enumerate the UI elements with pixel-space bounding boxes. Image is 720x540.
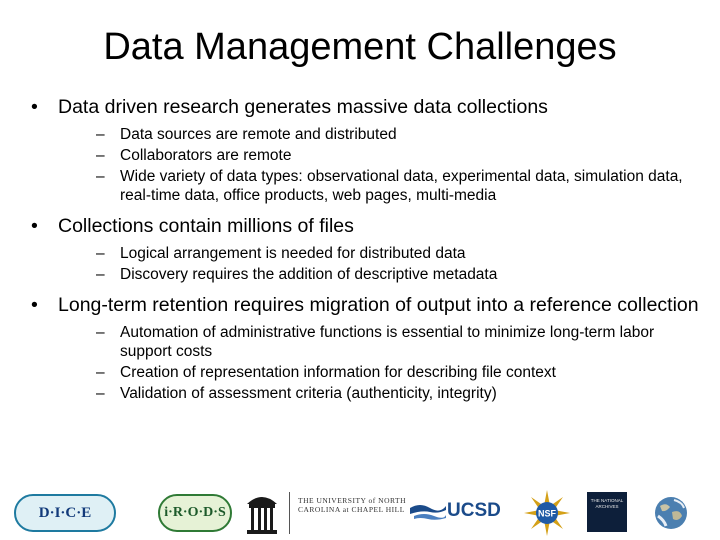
bullet-marker: • [31,96,38,118]
bullet-text: Long-term retention requires migration of output into a reference collection [58,294,699,316]
national-archives-logo [587,492,627,532]
ucsd-wordmark: UCSD [447,500,501,521]
slide-title: Data Management Challenges [103,26,617,68]
sub-list [58,125,700,205]
sub-list [58,323,700,403]
logo-strip [0,486,720,540]
sub-list [58,244,700,284]
sub-text: Logical arrangement is needed for distributed data [120,245,466,262]
sub-marker: – [96,266,105,283]
unc-wordmark: THE UNIVERSITY of NORTH CAROLINA at CHAPEL HILL [298,496,407,514]
bullet-text: Data driven research generates massive data collections [58,96,548,118]
bullet-item [28,96,700,205]
sub-item [88,265,700,284]
sub-text: Collaborators are remote [120,147,292,164]
sub-text: Data sources are remote and distributed [120,126,397,143]
sub-marker: – [96,168,105,185]
sub-item [88,323,700,361]
sub-text: Creation of representation information for describing file context [120,364,556,381]
nsf-text: NSF [538,508,556,519]
nara-text: THE NATIONAL ARCHIVES [590,498,624,509]
sub-marker: – [96,245,105,262]
sub-marker: – [96,385,105,402]
earth-globe-icon [652,494,690,532]
sub-item [88,146,700,165]
sub-item [88,363,700,382]
sub-marker: – [96,147,105,164]
sub-item [88,125,700,144]
unc-old-well-icon [243,490,281,536]
irods-logo: i·R·O·D·S [158,494,232,532]
sub-marker: – [96,126,105,143]
sub-marker: – [96,364,105,381]
sub-item [88,244,700,263]
sub-item [88,384,700,403]
sub-text: Automation of administrative functions is essential to minimize long-term labor support costs [120,324,655,360]
unc-divider [289,492,290,534]
ucsd-wave-icon [410,500,446,522]
dice-logo: D·I·C·E [14,494,116,532]
bullet-list [28,96,700,413]
sub-text: Discovery requires the addition of descriptive metadata [120,266,498,283]
bullet-marker: • [31,294,38,316]
bullet-item [28,294,700,403]
nsf-logo [524,490,570,536]
bullet-marker: • [31,215,38,237]
sub-marker: – [96,324,105,341]
sub-text: Validation of assessment criteria (authenticity, integrity) [120,385,497,402]
sub-item [88,167,700,205]
bullet-item [28,215,700,284]
bullet-text: Collections contain millions of files [58,215,354,237]
sub-text: Wide variety of data types: observational data, experimental data, simulation data, real-time data, office products, web pages, multi-media [120,168,683,204]
